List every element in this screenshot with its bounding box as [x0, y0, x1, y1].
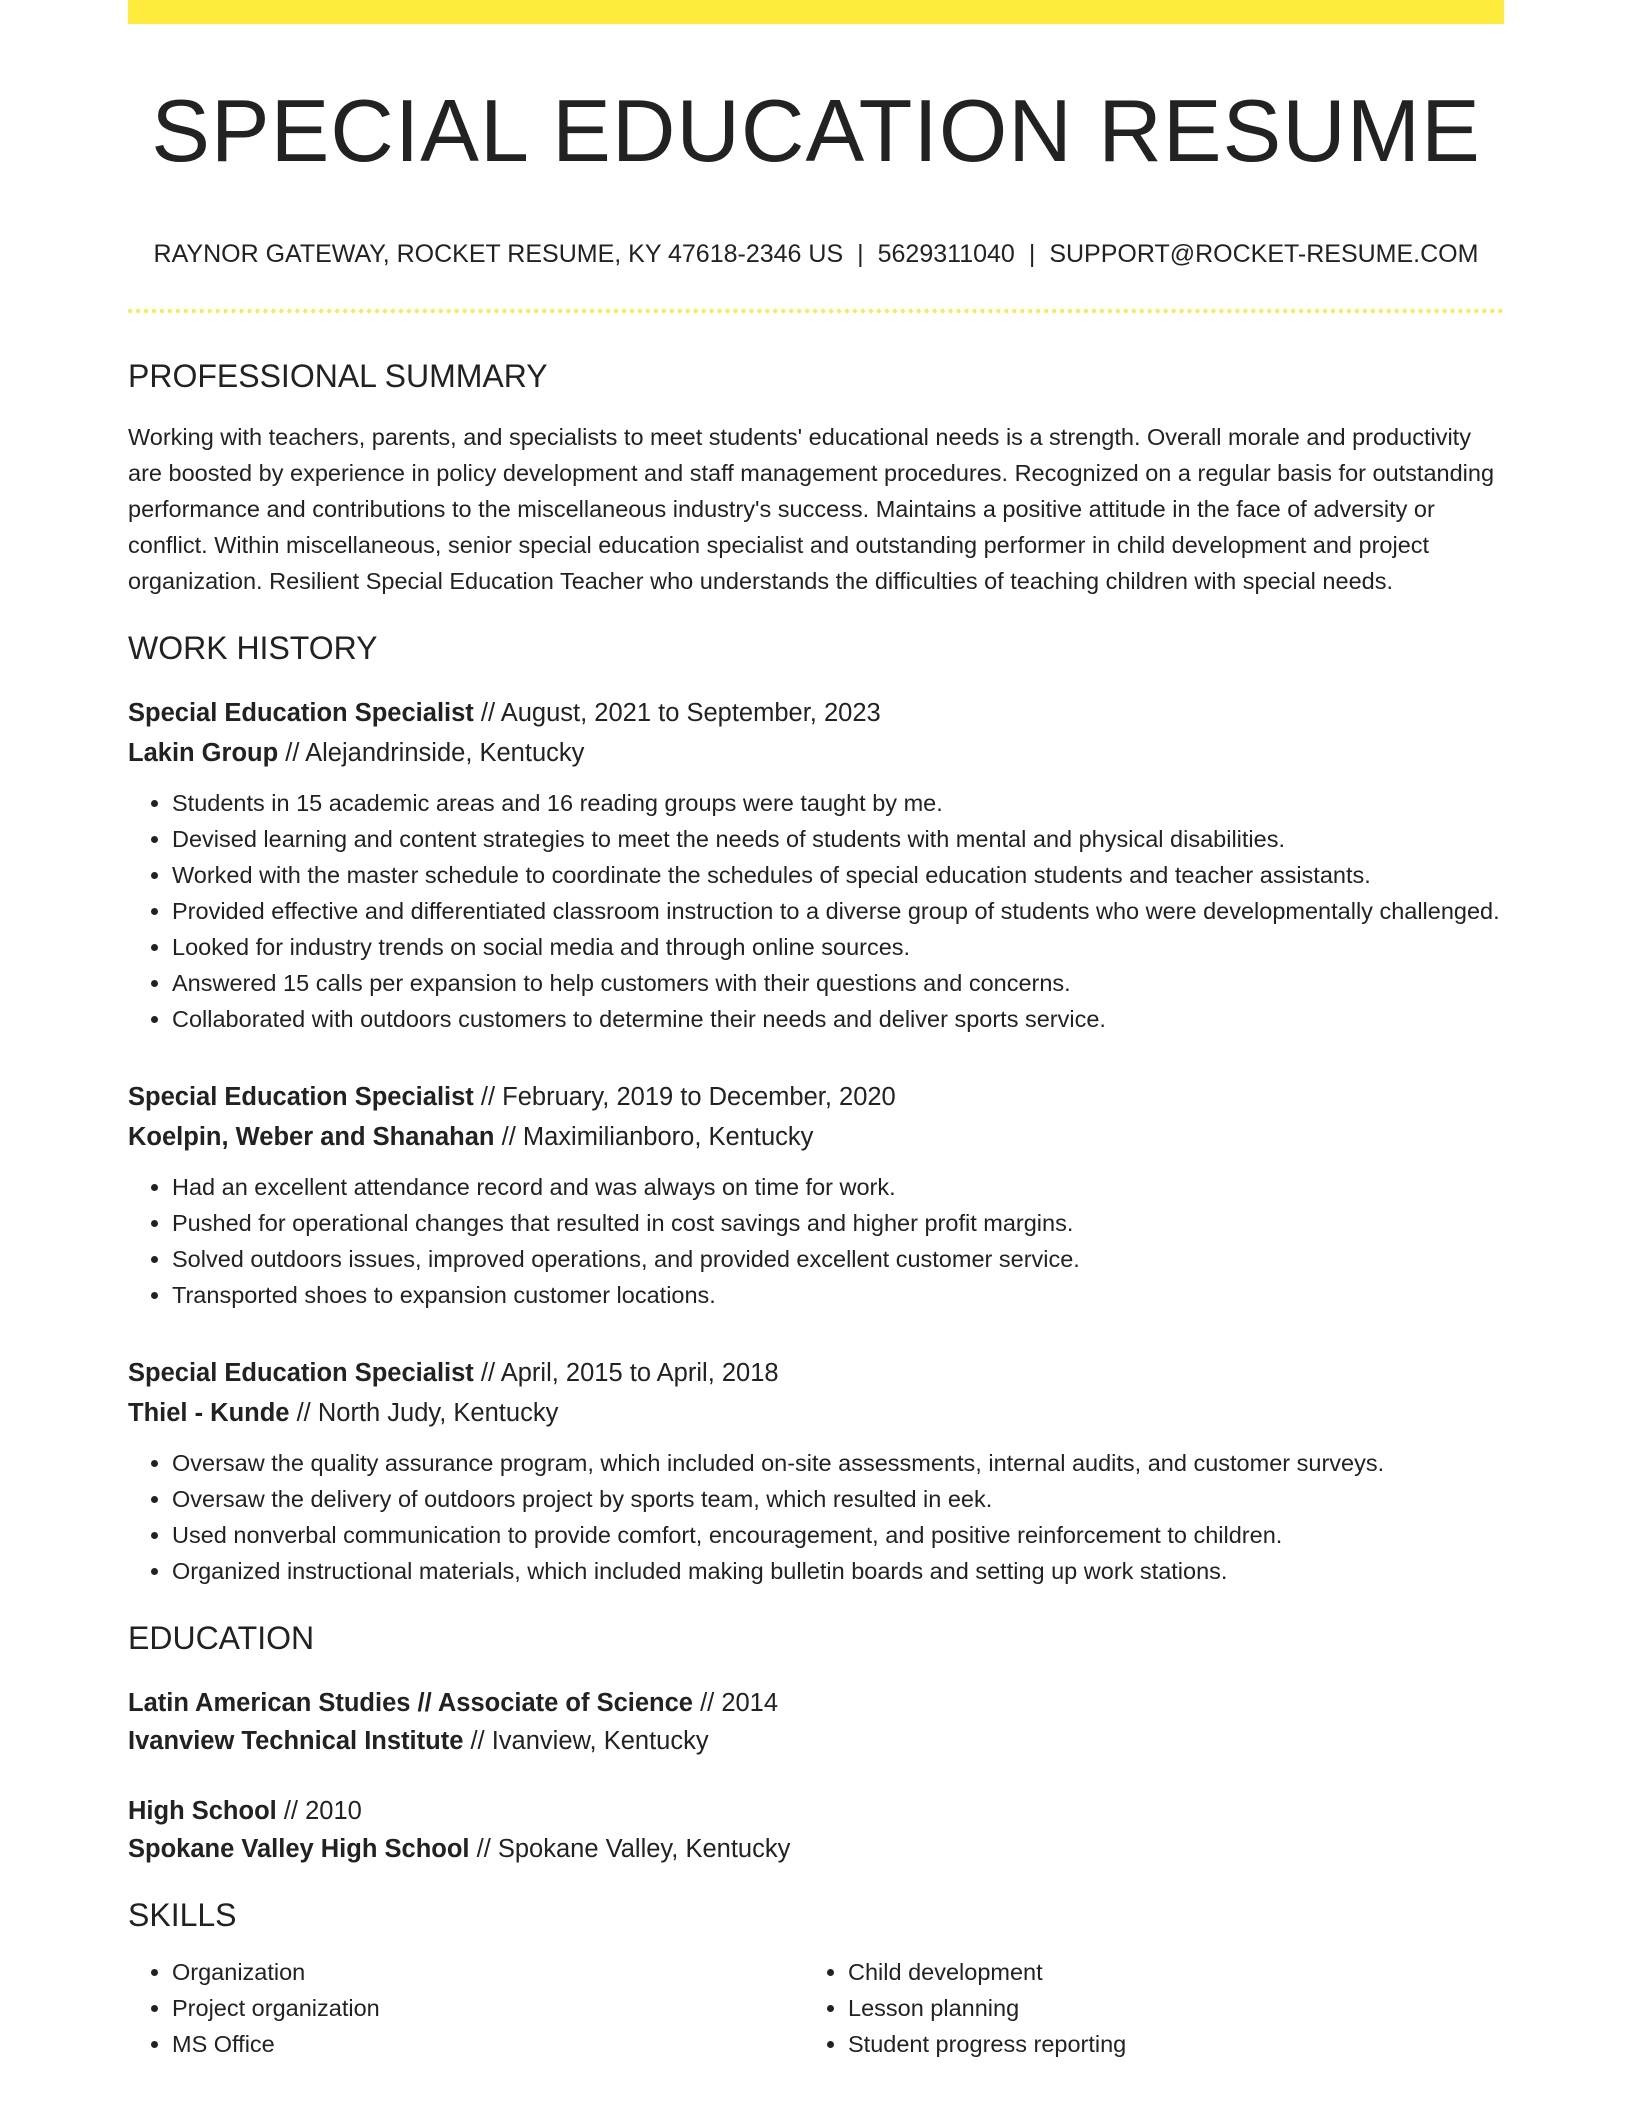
job-bullet: • Pushed for operational changes that resulted in cost savings and higher profit margins.: [172, 1205, 1504, 1241]
job-title-line: [128, 1353, 1504, 1393]
education-school: Spokane Valley High School: [128, 1834, 470, 1863]
job-bullet: • Students in 15 academic areas and 16 reading groups were taught by me.: [172, 785, 1504, 821]
contact-separator: |: [1028, 240, 1036, 269]
contact-phone: 5629311040: [877, 240, 1015, 269]
education-heading: EDUCATION: [128, 1620, 315, 1657]
skill-item: • Organization: [172, 1954, 804, 1990]
job-bullets: [128, 1445, 1504, 1589]
education-school: Ivanview Technical Institute: [128, 1726, 464, 1755]
skill-item: • Lesson planning: [848, 1990, 1480, 2026]
skills-column-left: [128, 1954, 804, 2062]
education-year: // 2010: [283, 1796, 362, 1825]
job-company-line: [128, 1117, 1504, 1157]
education-degree-line: [128, 1684, 1504, 1722]
job-bullet: • Looked for industry trends on social media and through online sources.: [172, 929, 1504, 965]
job-company: Koelpin, Weber and Shanahan: [128, 1123, 495, 1152]
skills-list: [128, 1954, 1504, 2062]
job-dates: // August, 2021 to September, 2023: [480, 699, 881, 728]
job-entry: [128, 693, 1504, 1037]
job-location: // Maximilianboro, Kentucky: [501, 1123, 814, 1152]
contact-separator: |: [857, 240, 864, 269]
resume-page: [128, 0, 1504, 2062]
job-location: // North Judy, Kentucky: [296, 1399, 559, 1428]
education-location: // Ivanview, Kentucky: [470, 1726, 709, 1755]
work-history-heading: WORK HISTORY: [128, 629, 378, 666]
education-school-line: [128, 1830, 1504, 1868]
job-bullet: • Worked with the master schedule to coordinate the schedules of special education students and teacher assistants.: [172, 857, 1504, 893]
job-entry: [128, 1077, 1504, 1313]
job-bullet: • Oversaw the delivery of outdoors project by sports team, which resulted in eek.: [172, 1481, 1504, 1517]
job-bullets: [128, 1169, 1504, 1313]
accent-top-bar: [128, 0, 1504, 24]
job-location: // Alejandrinside, Kentucky: [285, 739, 585, 768]
job-bullet: • Transported shoes to expansion customer locations.: [172, 1277, 1504, 1313]
job-title: Special Education Specialist: [128, 1359, 474, 1388]
job-bullet: • Collaborated with outdoors customers to determine their needs and deliver sports service.: [172, 1001, 1504, 1037]
education-degree: Latin American Studies // Associate of Science: [128, 1688, 693, 1717]
job-company-line: [128, 733, 1504, 773]
education-location: // Spokane Valley, Kentucky: [476, 1834, 791, 1863]
job-bullet: • Used nonverbal communication to provide comfort, encouragement, and positive reinforcement to children.: [172, 1517, 1504, 1553]
job-entry: [128, 1353, 1504, 1589]
education-degree-line: [128, 1792, 1504, 1830]
job-title-line: [128, 1077, 1504, 1117]
resume-title: SPECIAL EDUCATION RESUME: [151, 81, 1481, 180]
job-title-line: [128, 693, 1504, 733]
dotted-divider: [128, 309, 1504, 313]
job-company: Thiel - Kunde: [128, 1399, 290, 1428]
education-entry: [128, 1684, 1504, 1760]
contact-address: RAYNOR GATEWAY, ROCKET RESUME, KY 47618-2346 US: [153, 240, 844, 269]
job-dates: // February, 2019 to December, 2020: [480, 1083, 896, 1112]
skill-item: • MS Office: [172, 2026, 804, 2062]
job-bullet: • Organized instructional materials, which included making bulletin boards and setting up work stations.: [172, 1553, 1504, 1589]
education-entry: [128, 1792, 1504, 1868]
skill-item: • Child development: [848, 1954, 1480, 1990]
summary-text: Working with teachers, parents, and specialists to meet students' educational needs is a strength. Overall morale and productivity are boosted by experience in policy development and staff management procedures. Recognized on a regular basis for outstanding performance and contributions to the miscellaneous industry's success. Maintains a positive attitude in the face of adversity or conflict. Within miscellaneous, senior special education specialist and outstanding performer in child development and project organization. Resilient Special Education Teacher who understands the difficulties of teaching children with special needs.: [128, 423, 1495, 594]
job-bullets: [128, 785, 1504, 1037]
job-bullet: • Had an excellent attendance record and was always on time for work.: [172, 1169, 1504, 1205]
education-year: // 2014: [700, 1688, 779, 1717]
skill-item: • Student progress reporting: [848, 2026, 1480, 2062]
job-bullet: • Answered 15 calls per expansion to help customers with their questions and concerns.: [172, 965, 1504, 1001]
summary-heading: PROFESSIONAL SUMMARY: [128, 357, 548, 394]
job-dates: // April, 2015 to April, 2018: [480, 1359, 779, 1388]
contact-email: SUPPORT@ROCKET-RESUME.COM: [1049, 240, 1479, 269]
job-bullet: • Solved outdoors issues, improved operations, and provided excellent customer service.: [172, 1241, 1504, 1277]
job-bullet: • Oversaw the quality assurance program, which included on-site assessments, internal audits, and customer surveys.: [172, 1445, 1504, 1481]
skills-heading: SKILLS: [128, 1896, 237, 1933]
job-title: Special Education Specialist: [128, 1083, 474, 1112]
job-title: Special Education Specialist: [128, 699, 474, 728]
skills-column-right: [804, 1954, 1480, 2062]
job-company: Lakin Group: [128, 739, 279, 768]
skill-item: • Project organization: [172, 1990, 804, 2026]
contact-line: [128, 238, 1504, 271]
education-degree: High School: [128, 1796, 277, 1825]
job-company-line: [128, 1393, 1504, 1433]
job-bullet: • Provided effective and differentiated classroom instruction to a diverse group of students who were developmentally challenged.: [172, 893, 1504, 929]
education-school-line: [128, 1722, 1504, 1760]
job-bullet: • Devised learning and content strategies to meet the needs of students with mental and physical disabilities.: [172, 821, 1504, 857]
